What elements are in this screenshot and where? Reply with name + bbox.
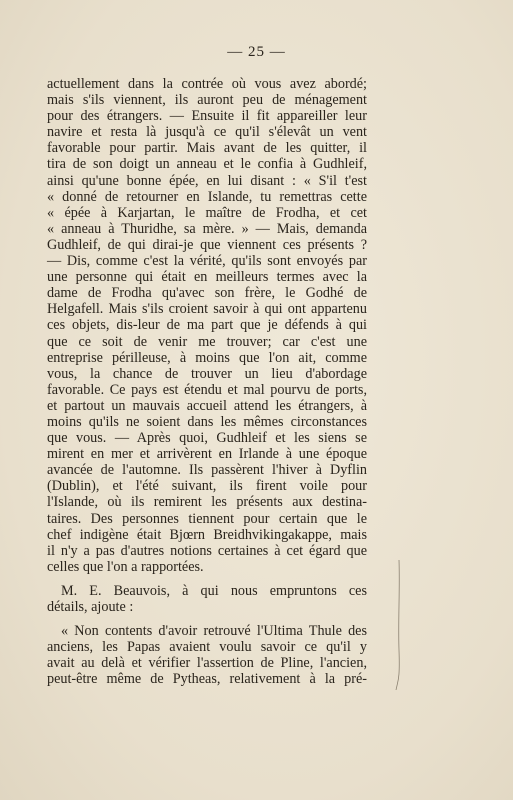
text-line: — Dis, comme c'est la vérité, qu'ils sont envoyés par	[47, 253, 367, 270]
paragraph-gap	[47, 575, 367, 583]
text-line: il n'y a pas d'autres notions certaines à cet égard que	[47, 542, 367, 559]
text-line: favorable pour partir. Mais avant de les quitter, il	[47, 140, 367, 157]
text-line: tira de son doigt un anneau et le confia à Gudhleif,	[47, 156, 367, 173]
text-line: l'Islande, où ils remirent les présents aux destina-	[47, 494, 367, 511]
text-line: vous, la chance de trouver un lieu d'abordage	[47, 365, 367, 382]
text-line: mirent en mer et arrivèrent en Irlande à une époque	[47, 446, 367, 463]
text-line: pour des étrangers. — Ensuite il fit appareiller leur	[47, 108, 367, 125]
body-text	[47, 76, 367, 687]
text-line: actuellement dans la contrée où vous avez abordé;	[47, 76, 367, 92]
text-line: Helgafell. Mais s'ils croient savoir à qui ont appartenu	[47, 301, 367, 318]
text-line: (Dublin), et l'été suivant, ils firent voile pour	[47, 478, 367, 495]
text-line: moins qu'ils ne soient dans les mêmes circonstances	[47, 413, 367, 430]
text-line: chef indigène était Bjœrn Breidhvikingakappe, mais	[47, 526, 367, 543]
paragraph-3	[47, 623, 367, 687]
paragraph-gap	[47, 615, 367, 623]
text-line: « anneau à Thuridhe, sa mère. » — Mais, demanda	[47, 220, 367, 237]
margin-pencil-mark	[392, 560, 394, 690]
text-line: favorable. Ce pays est étendu et mal pourvu de ports,	[47, 381, 367, 398]
text-line: et partout un mauvais accueil attend les étrangers, à	[47, 397, 367, 414]
text-line: que ce soit de venir me trouver; car c'est une	[47, 333, 367, 350]
text-line: mais s'ils viennent, ils auront peu de ménagement	[47, 92, 367, 109]
paragraph-2	[47, 583, 367, 615]
text-line: avait au delà et vérifier l'assertion de Pline, l'ancien,	[47, 655, 367, 672]
text-line: peut-être même de Pytheas, relativement à la pré-	[47, 671, 367, 688]
text-line: Gudhleif, de qui dirai-je que viennent ces présents ?	[47, 236, 367, 253]
text-line: « Non contents d'avoir retrouvé l'Ultima Thule des	[61, 623, 367, 640]
text-line: avancée de l'automne. Ils passèrent l'hiver à Dyflin	[47, 462, 367, 479]
text-line: détails, ajoute :	[47, 599, 134, 615]
text-line: dame de Frodha qu'avec son frère, le Godhé de	[47, 285, 367, 302]
text-line: celles que l'on a rapportées.	[47, 558, 204, 575]
text-line: « donné de retourner en Islande, tu remettras cette	[47, 188, 367, 205]
text-line: ces objets, dis-leur de ma part que je défends à qui	[47, 317, 367, 334]
text-line: une personne qui était en meilleurs termes avec la	[47, 269, 367, 286]
text-line: taires. Des personnes tiennent pour certain que le	[47, 510, 367, 527]
pencil-line-icon	[392, 560, 406, 690]
text-line: « épée à Karjartan, le maître de Frodha, et cet	[47, 204, 367, 221]
text-line: ainsi qu'une bonne épée, en lui disant : « S'il t'est	[47, 172, 367, 189]
text-line: entreprise périlleuse, à moins que l'on ait, comme	[47, 349, 367, 366]
text-line: M. E. Beauvois, à qui nous empruntons ces	[61, 582, 367, 599]
text-line: que vous. — Après quoi, Gudhleif et les siens se	[47, 430, 367, 447]
text-line: navire et resta là jusqu'à ce qu'il s'élevât un vent	[47, 124, 367, 141]
paragraph-1	[47, 76, 367, 575]
page-number: — 25 —	[227, 44, 286, 60]
text-line: anciens, les Papas avaient voulu savoir ce qu'il y	[47, 639, 367, 656]
